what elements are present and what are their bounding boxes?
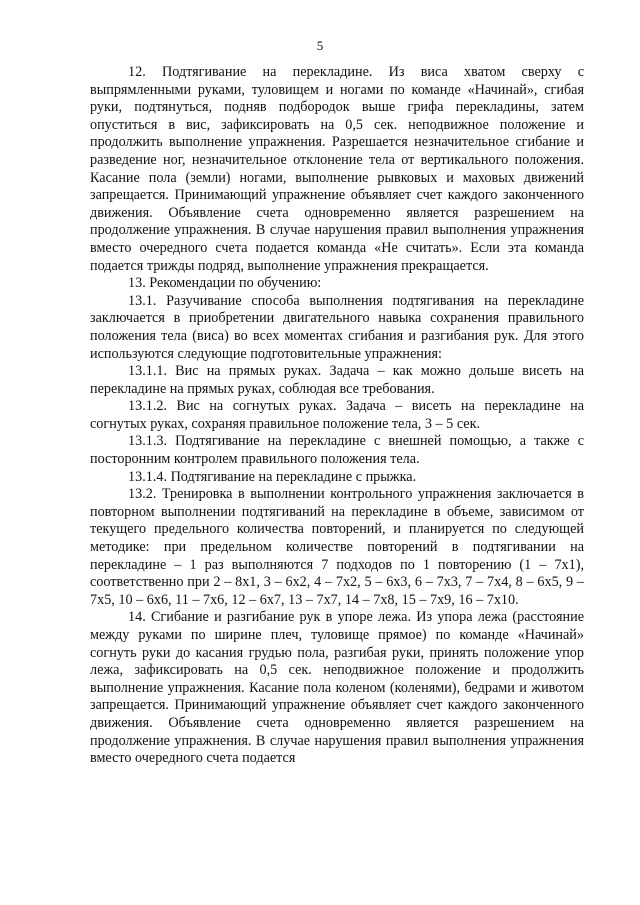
paragraph-13-1: 13.1. Разучивание способа выполнения подтягивания на перекладине заключается в приобретении двигательного навыка сохранения правильного положения тела (виса) во всех моментах сгибания и разгибания рук. Для этого используются следующие подготовительные упражнения: [90, 292, 584, 362]
paragraph-13-1-4: 13.1.4. Подтягивание на перекладине с прыжка. [128, 468, 417, 485]
paragraph-14-pushups: 14. Сгибание и разгибание рук в упоре лежа. Из упора лежа (расстояние между руками по ширине плеч, туловище прямое) по команде «Начинай» согнуть руки до касания грудью пола, разгибая руки, принять положение упор лежа, зафиксировать на 0,5 сек. неподвижное положение и продолжить выполнение упражнения. Касание пола коленом (коленями), бедрами и животом запрещается. Принимающий упражнение объявляет счет каждого законченного движения. Объявление счета одновременно является разрешением на продолжение упражнения. В случае нарушения правил выполнения упражнения вместо очередного счета подается [90, 609, 584, 767]
paragraph-13-recommendations: 13. Рекомендации по обучению: [128, 275, 322, 292]
document-body [90, 64, 584, 768]
paragraph-12-pullups: 12. Подтягивание на перекладине. Из виса хватом сверху с выпрямленными руками, туловищем и ногами по команде «Начинай», сгибая руки, подтянуться, подняв подбородок выше грифа перекладины, затем опуститься в вис, зафиксировать на 0,5 сек. неподвижное положение и продолжить выполнение упражнения. Разрешается незначительное сгибание и разведение ног, незначительное отклонение тела от вертикального положения. Касание пола (земли) ногами, выполнение рывковых и маховых движений запрещается. Принимающий упражнение объявляет счет каждого законченного движения. Объявление счета одновременно является разрешением на продолжение упражнения. В случае нарушения правил выполнения упражнения вместо очередного счета подается команда «Не считать». Если эта команда подается трижды подряд, выполнение упражнения прекращается. [90, 64, 584, 274]
page-number: 5 [316, 38, 324, 53]
paragraph-13-1-2: 13.1.2. Вис на согнутых руках. Задача – висеть на перекладине на согнутых руках, сохраняя правильное положение тела, 3 – 5 сек. [90, 398, 584, 432]
paragraph-13-1-3: 13.1.3. Подтягивание на перекладине с внешней помощью, а также с посторонним контролем правильного положения тела. [90, 433, 584, 468]
paragraph-13-2: 13.2. Тренировка в выполнении контрольного упражнения заключается в повторном выполнении подтягиваний на перекладине в объеме, зависимом от текущего предельного количества повторений, и планируется по следующей методике: при предельном количестве повторений в подтягивании на перекладине – 1 раз выполняются 7 подходов по 1 повторению (1 – 7х1), соответственно при 2 – 8х1, 3 – 6х2, 4 – 7х2, 5 – 6х3, 6 – 7х3, 7 – 7х4, 8 – 6х5, 9 – 7х5, 10 – 6х6, 11 – 7х6, 12 – 6х7, 13 – 7х7, 14 – 7х8, 15 – 7х9, 16 – 7х10. [90, 486, 584, 608]
paragraph-13-1-1: 13.1.1. Вис на прямых руках. Задача – как можно дольше висеть на перекладине на прямых руках, соблюдая все требования. [90, 363, 584, 397]
